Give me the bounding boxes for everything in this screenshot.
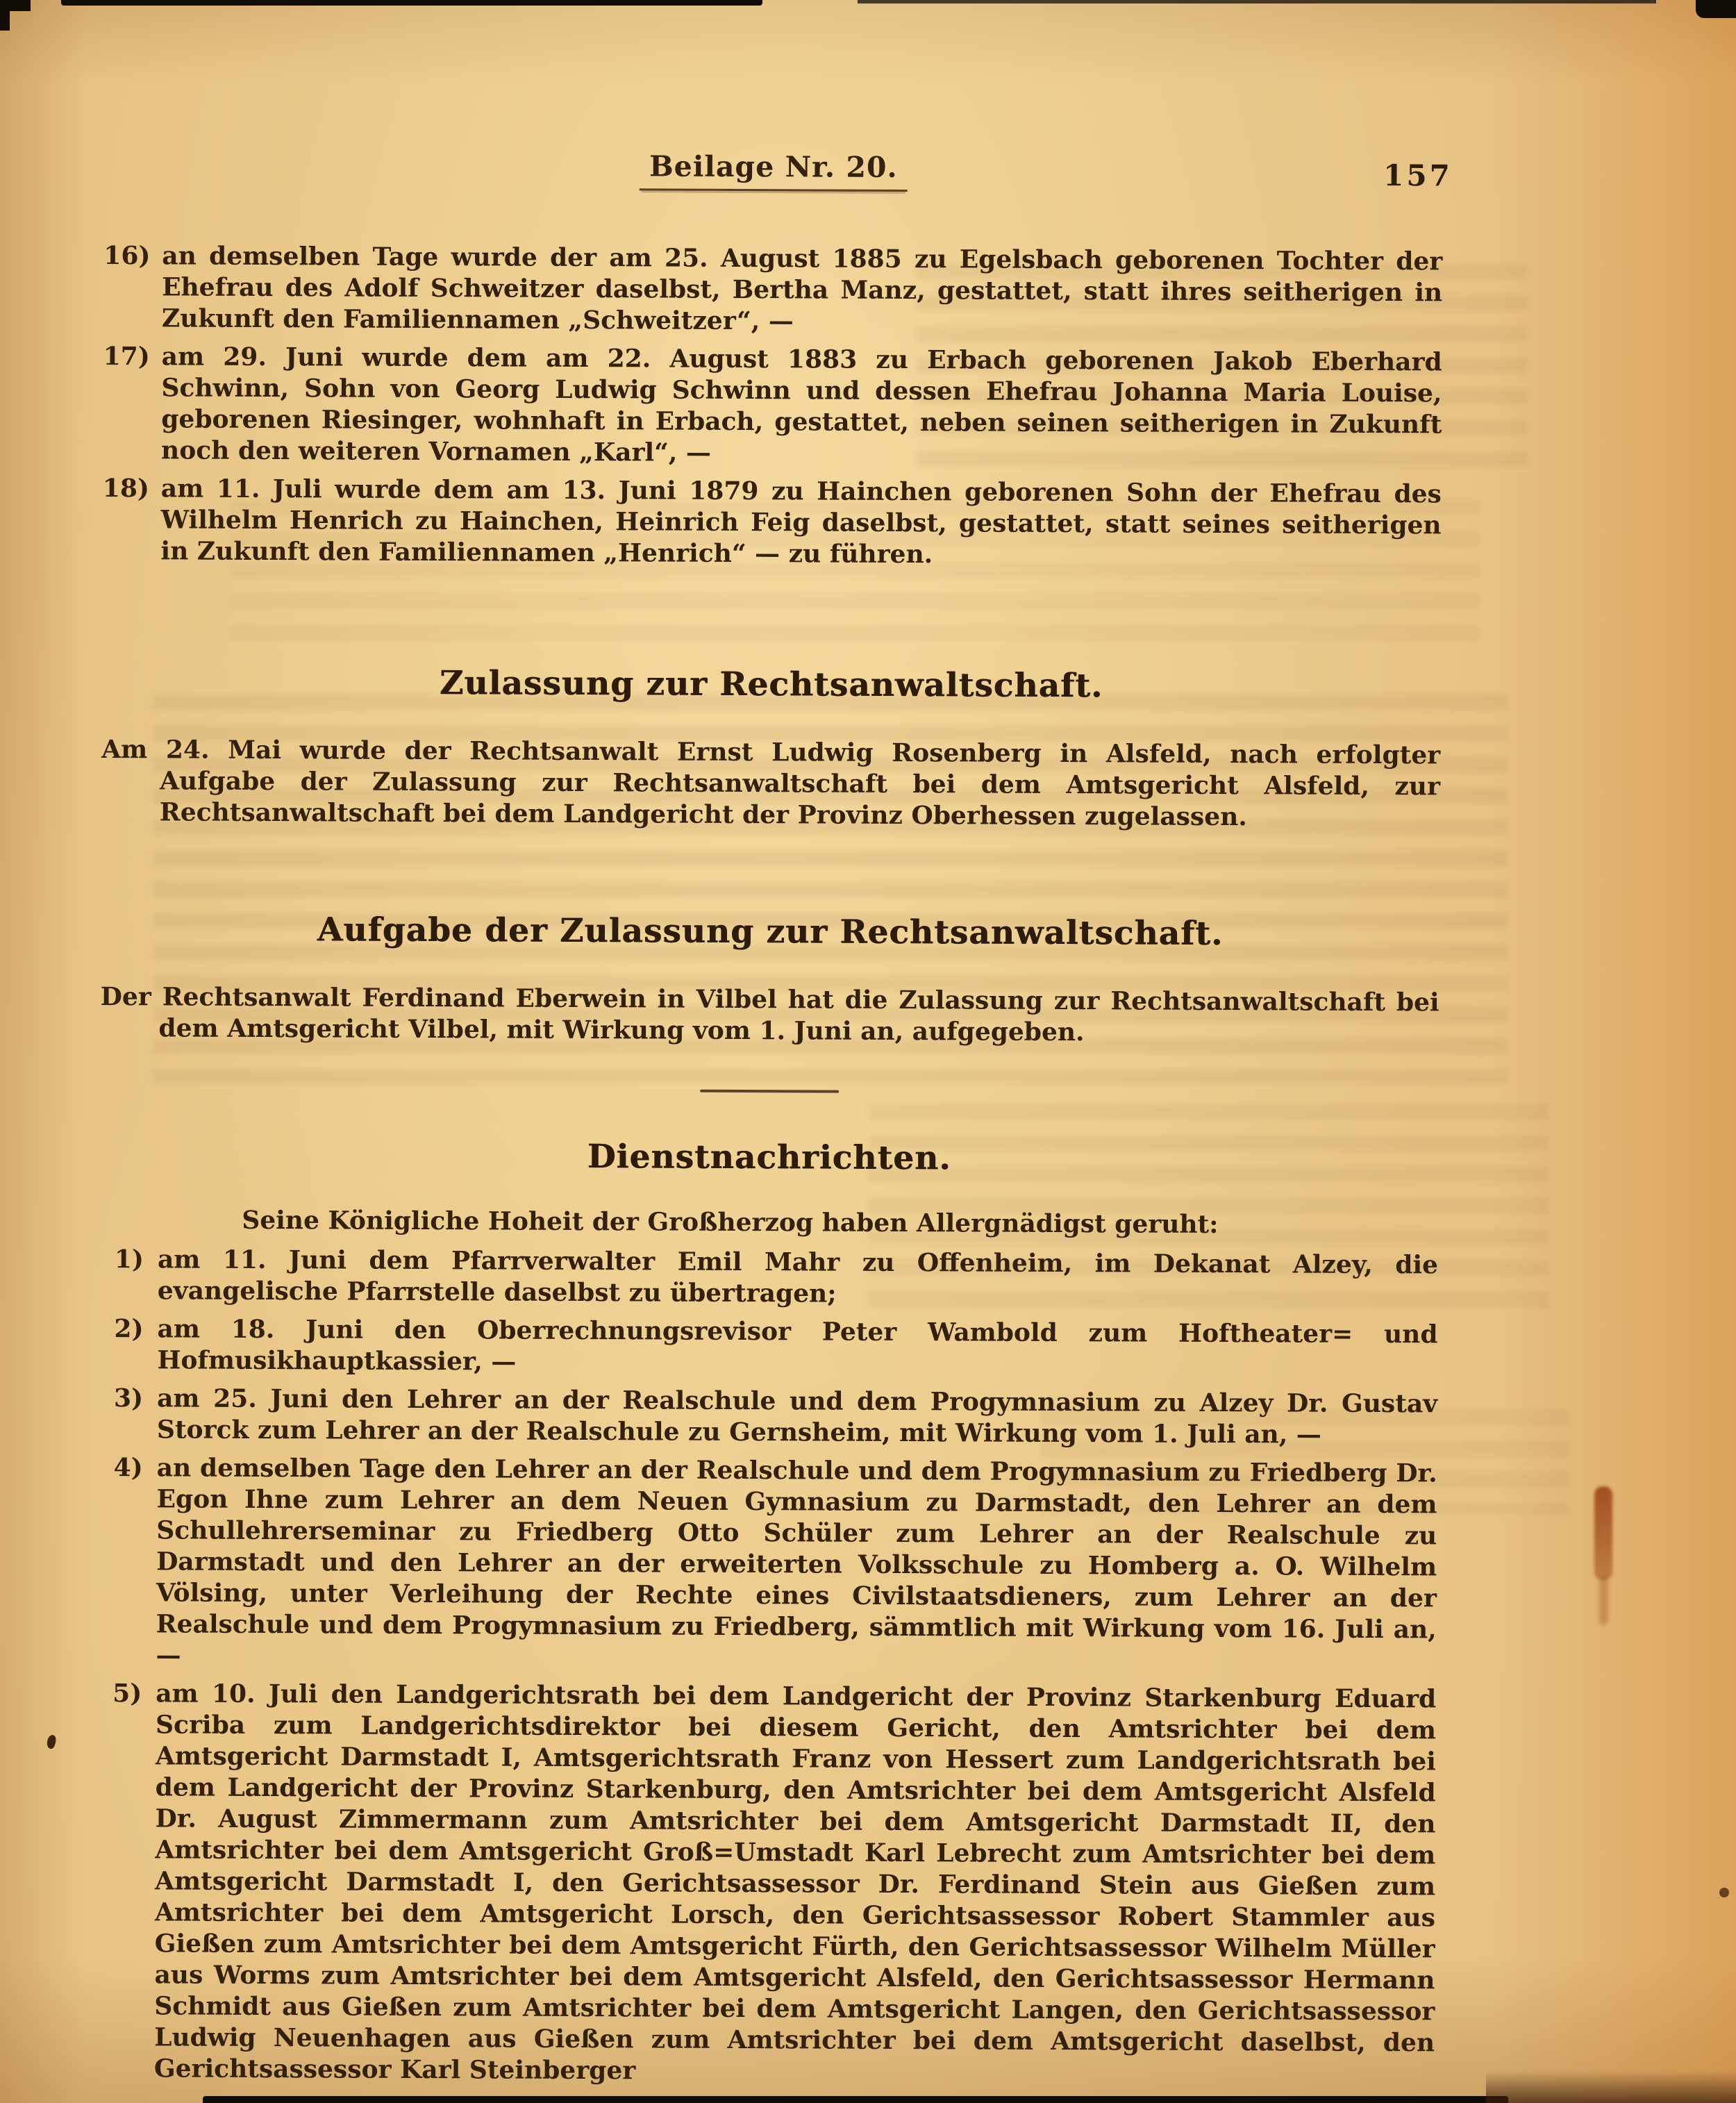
page-content (96, 147, 1453, 2097)
item-text: am 29. Juni wurde dem am 22. August 1883 zu Erbach geborenen Jakob Eberhard Schwinn, Sohn von Georg Ludwig Schwinn und dessen Ehefrau Johanna Maria Louise, geborenen Riesinger, wohnhaft in Erbach, gestattet, neben seinen seitherigen in Zukunft noch den weiteren Vornamen „Karl“, — (161, 342, 1442, 467)
item-text: am 25. Juni den Lehrer an der Realschule und dem Progymnasium zu Alzey Dr. Gustav Storck zum Lehrer an der Realschule zu Gernsheim, mit Wirkung vom 1. Juli an, — (156, 1383, 1438, 1449)
ink-speck (1719, 1888, 1729, 1897)
list-item (96, 1678, 1437, 2090)
section-heading-admission: Zulassung zur Rechtsanwaltschaft. (439, 664, 1103, 706)
list-item (99, 1244, 1438, 1312)
name-change-notices-list (102, 240, 1442, 572)
section-heading-service-news: Dienstnachrichten. (587, 1138, 951, 1178)
scan-corner-mark (1696, 0, 1736, 18)
item-number: 17) (103, 341, 150, 372)
ink-stain (1594, 1486, 1612, 1580)
service-news-list (96, 1244, 1438, 2090)
list-item (102, 473, 1442, 572)
item-text: am 11. Juli wurde dem am 13. Juni 1879 zu Hainchen geborenen Sohn der Ehefrau des Wilhelm Henrich zu Hainchen, Heinrich Feig daselbst, gestattet, statt seines seitherigen in Zukunft den Familiennamen „Henrich“ — zu führen. (160, 474, 1442, 570)
scan-edge-bottom (203, 2096, 1508, 2103)
section-body-resignation: Der Rechtsanwalt Ferdinand Eberwein in Vilbel hat die Zulassung zur Rechtsanwaltschaft bei dem Amtsgericht Vilbel, mit Wirkung vom 1. Juni an, aufgegeben. (100, 981, 1439, 1047)
scan-edge-top (61, 0, 762, 6)
ink-stain (1599, 1577, 1608, 1625)
section-divider-rule (700, 1090, 839, 1093)
item-number: 3) (113, 1383, 144, 1413)
list-item (99, 1383, 1437, 1451)
list-item (99, 1313, 1437, 1381)
list-item (97, 1452, 1437, 1677)
item-text: am 11. Juni dem Pfarrverwalter Emil Mahr zu Offenheim, im Dekanat Alzey, die evangelische Pfarrstelle daselbst zu übertragen; (157, 1245, 1439, 1308)
item-text: an demselben Tage wurde der am 25. August 1885 zu Egelsbach geborenen Tochter der Ehefrau des Adolf Schweitzer daselbst, Bertha Manz, gestattet, statt ihres seitherigen in Zukunft den Familiennamen „Schweitzer“, — (161, 241, 1443, 336)
item-number: 18) (102, 473, 150, 504)
item-number: 1) (114, 1245, 144, 1274)
item-number: 2) (114, 1314, 144, 1344)
list-item (103, 240, 1443, 340)
item-text: am 18. Juni den Oberrechnungsrevisor Peter Wambold zum Hoftheater= und Hofmusikhauptkassier, — (157, 1314, 1438, 1377)
issue-title (104, 147, 1443, 194)
scan-shadow-bottom-right (1486, 2071, 1736, 2103)
issue-title-text: Beilage Nr. 20. (640, 149, 908, 192)
item-text: am 10. Juli den Landgerichtsrath bei dem Landgericht der Provinz Starkenburg Eduard Scriba zum Landgerichtsdirektor bei diesem Gericht, den Amtsrichter bei dem Amtsgericht Darmstadt I, Amtsgerichtsrath Franz von Hessert zum Landgerichtsrath bei dem Landgericht der Provinz Starkenburg, den Amtsrichter bei dem Amtsgericht Alsfeld Dr. August Zimmermann zum Amtsrichter bei dem Amtsgericht Darmstadt II, den Amtsrichter bei dem Amtsgericht Groß=Umstadt Karl Lebrecht zum Amtsrichter bei dem Amtsgericht Darmstadt I, den Gerichtsassessor Dr. Ferdinand Stein aus Gießen zum Amtsrichter bei dem Amtsgericht Lorsch, den Gerichtsassessor Robert Stammler aus Gießen zum Amtsrichter bei dem Amtsgericht Fürth, den Gerichtsassessor Wilhelm Müller aus Worms zum Amtsrichter bei dem Amtsgericht Alsfeld, den Gerichtsassessor Hermann Schmidt aus Gießen zum Amtsrichter bei dem Amtsgericht Langen, den Gerichtsassessor Ludwig Neuenhagen aus Gießen zum Amtsrichter bei dem Amtsgericht daselbst, den Gerichtsassessor Karl Steinberger (153, 1679, 1437, 2086)
ink-speck (46, 1734, 57, 1749)
item-number: 5) (112, 1679, 142, 1709)
scan-corner-mark (0, 0, 10, 31)
section-body-admission: Am 24. Mai wurde der Rechtsanwalt Ernst Ludwig Rosenberg in Alsfeld, nach erfolgter Aufgabe der Zulassung zur Rechtsanwaltschaft bei dem Amtsgericht Alsfeld, zur Rechtsanwaltschaft bei dem Landgericht der Provinz Oberhessen zugelassen. (101, 734, 1441, 832)
list-item (103, 341, 1442, 472)
service-news-intro: Seine Königliche Hoheit der Großherzog haben Allergnädigst geruht: (242, 1205, 1219, 1240)
item-number: 16) (103, 240, 151, 271)
page-header (104, 147, 1453, 196)
scan-edge-top (858, 0, 1656, 3)
item-number: 4) (113, 1453, 143, 1483)
section-heading-resignation: Aufgabe der Zulassung zur Rechtsanwaltschaft. (317, 911, 1224, 954)
item-text: an demselben Tage den Lehrer an der Realschule und dem Progymnasium zu Friedberg Dr. Egon Ihne zum Lehrer an dem Neuen Gymnasium zu Darmstadt, den Lehrer an dem Schullehrerseminar zu Friedberg Otto Schüler zum Lehrer an der Realschule zu Darmstadt und den Lehrer an der erweiterten Volksschule zu Homberg a. O. Wilhelm Völsing, unter Verleihung der Rechte eines Civilstaatsdieners, zum Lehrer an der Realschule und dem Progymnasium zu Friedberg, sämmtlich mit Wirkung vom 16. Juli an, — (156, 1453, 1437, 1670)
page-number: 157 (1383, 158, 1453, 193)
